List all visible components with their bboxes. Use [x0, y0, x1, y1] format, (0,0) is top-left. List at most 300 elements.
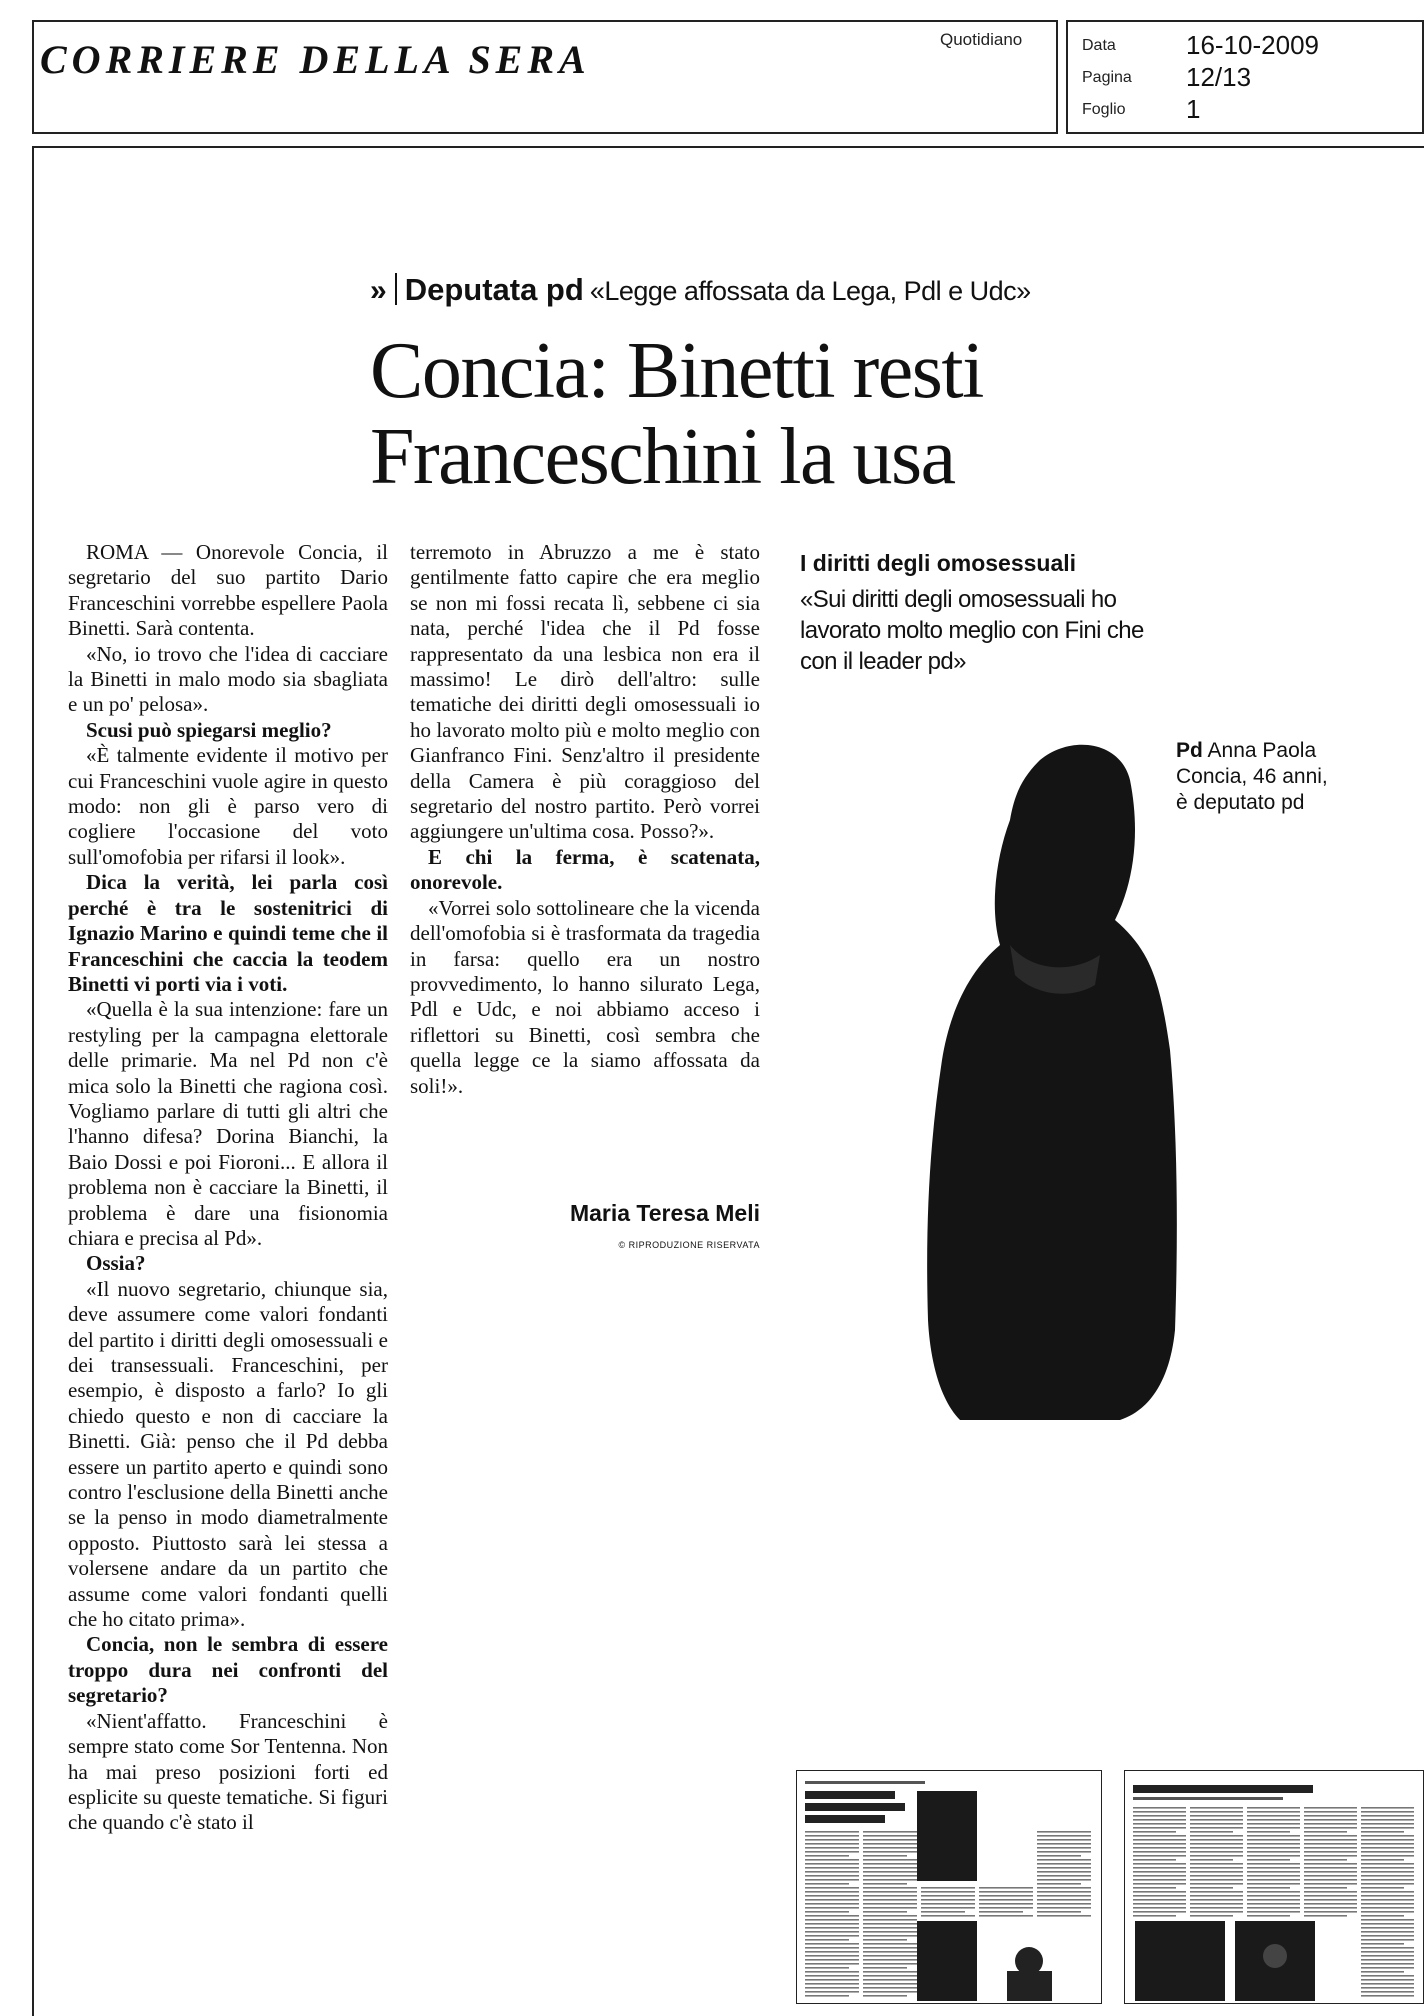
thumbnail-text-line [1190, 1875, 1243, 1877]
thumbnail-text-line [1361, 1979, 1414, 1981]
thumbnail-text-line [1361, 1843, 1414, 1845]
thumbnail-text-line [1247, 1835, 1300, 1837]
thumbnail-text-line [1190, 1811, 1243, 1813]
thumbnail-text-line [1361, 1947, 1414, 1949]
thumbnail-text-line [1304, 1875, 1357, 1877]
thumbnail-text-line [1304, 1895, 1357, 1897]
thumbnail-text-line [1190, 1807, 1243, 1809]
thumbnail-text-line [1133, 1843, 1186, 1845]
thumbnail-text-line [1361, 1807, 1414, 1809]
thumbnail-text-line [805, 1991, 859, 1993]
thumbnail-text-line [805, 1967, 849, 1969]
thumbnail-text-line [1190, 1847, 1243, 1849]
thumbnail-text-line [1304, 1879, 1357, 1881]
thumbnail-text-line [1361, 1963, 1414, 1965]
thumbnail-text-line [1037, 1839, 1091, 1841]
thumbnail-text-line [805, 1959, 859, 1961]
thumbnail-text-line [1361, 1835, 1414, 1837]
thumbnail-text-line [1361, 1907, 1414, 1909]
thumbnail-text-line [1190, 1843, 1243, 1845]
thumbnail-text-line [863, 1863, 917, 1865]
thumbnail-text-line [805, 1919, 859, 1921]
thumbnail-text-line [1361, 1903, 1414, 1905]
thumbnail-text-line [863, 1943, 917, 1945]
thumbnail-text-line [1247, 1823, 1300, 1825]
interview-question: Ossia? [86, 1251, 146, 1276]
thumbnail-text-line [1247, 1827, 1300, 1829]
interview-answer: «Nient'affatto. Franceschini è sempre stato come Sor Tentenna. Non ha mai preso posizioni forti ed esplicite su queste tematiche. Si figuri che quando c'è stato il [68, 1708, 388, 1835]
meta-sheet [1082, 94, 1200, 125]
thumbnail-text-line [979, 1899, 1033, 1901]
thumbnail-text-line [1304, 1831, 1347, 1833]
thumbnail-text-line [921, 1911, 965, 1913]
thumbnail-text-line [805, 1839, 859, 1841]
interview-answer: «Quella è la sua intenzione: fare un restyling per la campagna elettorale delle primarie. Ma nel Pd non c'è mica solo la Binetti che ragiona così. Vogliamo parlare di tutti gli altri che l'hanno difesa? Dorina Bianchi, la Baio Dossi e poi Fioroni... E allora il problema non è cacciare la Binetti, il problema è dare una fisionomia chiara e precisa al Pd». [68, 997, 388, 1250]
thumbnail-text-line [1190, 1819, 1243, 1821]
thumbnail-text-line [805, 1899, 859, 1901]
thumbnail-text-line [1361, 1995, 1414, 1997]
thumbnail-text-line [1361, 1967, 1414, 1969]
thumbnail-text-line [805, 1907, 859, 1909]
interview-question: Dica la verità, lei parla così perché è tra le sostenitrici di Ignazio Marino e quindi teme che il Franceschini che caccia la teodem Binetti vi porti via i voti. [68, 870, 388, 996]
thumbnail-text-line [1361, 1959, 1414, 1961]
masthead: CORRIERE DELLA SERA [40, 37, 591, 82]
thumbnail-text-line [805, 1987, 859, 1989]
thumbnail-text-line [1304, 1915, 1347, 1917]
thumbnail-text-line [1361, 1983, 1414, 1985]
thumbnail-text-line [805, 1931, 859, 1933]
thumbnail-text-line [805, 1923, 859, 1925]
thumbnail-text-line [1190, 1823, 1243, 1825]
thumbnail-text-line [1361, 1883, 1414, 1885]
thumbnail-text-line [1133, 1911, 1186, 1913]
thumbnail-text-line [1247, 1811, 1300, 1813]
thumbnail-text-line [1037, 1851, 1091, 1853]
thumbnail-text-line [1361, 1899, 1414, 1901]
thumbnail-text-line [1133, 1867, 1186, 1869]
thumbnail-text-line [863, 1931, 917, 1933]
thumbnail-text-line [1247, 1903, 1300, 1905]
thumbnail-text-line [805, 1915, 859, 1917]
headline-line-1: Concia: Binetti resti [370, 327, 983, 415]
sidebar-title: I diritti degli omosessuali [800, 550, 1077, 576]
thumbnail-text-line [805, 1883, 849, 1885]
thumbnail-text-line [805, 1859, 859, 1861]
thumbnail-text-line [1247, 1859, 1290, 1861]
thumbnail-text-line [863, 1879, 917, 1881]
thumbnail-text-line [1361, 1879, 1414, 1881]
headline-line-2: Franceschini la usa [370, 413, 955, 501]
thumbnail-text-line [1037, 1847, 1091, 1849]
thumbnail-text-line [1304, 1855, 1357, 1857]
thumbnail-text-line [1037, 1843, 1091, 1845]
page-thumbnail-12 [796, 1770, 1102, 2004]
portrait-photo [920, 720, 1180, 1420]
thumbnail-text-line [1133, 1819, 1186, 1821]
thumbnail-text-line [921, 1907, 975, 1909]
thumbnail-text-line [1037, 1911, 1081, 1913]
thumbnail-text-line [1037, 1879, 1091, 1881]
thumbnail-text-line [1304, 1871, 1357, 1873]
thumbnail-text-line [921, 1895, 975, 1897]
interview-question: Scusi può spiegarsi meglio? [86, 717, 332, 742]
thumbnail-text-line [1361, 1851, 1414, 1853]
thumbnail-text-line [805, 1831, 859, 1833]
thumbnail-text-line [1247, 1843, 1300, 1845]
thumbnail-text-line [805, 1891, 859, 1893]
thumbnail-text-line [805, 1943, 859, 1945]
thumbnail-text-line [863, 1911, 907, 1913]
thumbnail-text-line [1247, 1839, 1300, 1841]
thumbnail-text-line [1361, 1859, 1404, 1861]
thumbnail-text-line [1361, 1911, 1414, 1913]
thumbnail-text-line [1304, 1843, 1357, 1845]
thumbnail-text-line [1247, 1907, 1300, 1909]
thumbnail-text-line [979, 1891, 1033, 1893]
thumbnail-text-line [1133, 1851, 1186, 1853]
thumbnail-text-line [921, 1915, 975, 1917]
thumbnail-text-line [1247, 1871, 1300, 1873]
thumbnail-text-line [979, 1903, 1033, 1905]
thumbnail-text-line [863, 1903, 917, 1905]
thumbnail-text-line [1304, 1883, 1357, 1885]
photo-caption-lead: Pd [1176, 739, 1203, 762]
thumbnail-text-line [863, 1835, 917, 1837]
thumbnail-text-line [1037, 1859, 1091, 1861]
thumbnail-text-line [921, 1903, 975, 1905]
thumbnail-text-line [1037, 1899, 1091, 1901]
thumbnail-text-line [805, 1879, 859, 1881]
thumbnail-text-line [1133, 1879, 1186, 1881]
thumbnail-text-line [1361, 1855, 1414, 1857]
thumbnail-text-line [1304, 1891, 1357, 1893]
thumbnail-text-line [1247, 1899, 1300, 1901]
interview-answer: «No, io trovo che l'idea di cacciare la Binetti in malo modo sia sbagliata e un po' pelosa». [68, 641, 388, 717]
thumbnail-text-line [979, 1915, 1033, 1917]
meta-box [1066, 20, 1424, 134]
thumbnail-text-line [1361, 1951, 1414, 1953]
thumbnail-text-line [805, 1963, 859, 1965]
thumbnail-text-line [863, 1843, 917, 1845]
headline [370, 328, 1130, 500]
thumbnail-text-line [1133, 1847, 1186, 1849]
thumbnail-text-line [1304, 1827, 1357, 1829]
thumbnail-text-line [1133, 1863, 1186, 1865]
thumbnail-text-line [1361, 1919, 1414, 1921]
interview-answer: «Vorrei solo sottolineare che la vicenda dell'omofobia si è trasformata da tragedia in farsa: quello era un nostro provvedimento, lo hanno silurato Lega, Pdl e Udc, e noi abbiamo acceso i riflettori su Binetti, così sembra che quella legge ce la siamo affossata da soli!». [410, 895, 760, 1098]
thumbnail-text-line [979, 1907, 1033, 1909]
page-thumbnail-13 [1124, 1770, 1424, 2004]
thumbnail-text-line [979, 1887, 1033, 1889]
thumbnail-text-line [1361, 1823, 1414, 1825]
thumbnail-text-line [1247, 1863, 1300, 1865]
thumbnail-text-line [1304, 1907, 1357, 1909]
copyright-notice: © RIPRODUZIONE RISERVATA [618, 1240, 760, 1250]
thumbnail-text-line [1361, 1827, 1414, 1829]
thumbnail-text-line [805, 1835, 859, 1837]
thumbnail-text-line [863, 1883, 907, 1885]
thumbnail-text-line [1247, 1867, 1300, 1869]
thumbnail-text-line [1190, 1859, 1233, 1861]
thumbnail-text-line [1361, 1871, 1414, 1873]
thumbnail-text-line [863, 1891, 917, 1893]
thumbnail-text-line [805, 1855, 849, 1857]
meta-sheet-value: 1 [1186, 94, 1201, 124]
thumbnail-text-line [1190, 1915, 1233, 1917]
thumbnail-text-line [1133, 1831, 1176, 1833]
thumbnail-text-line [805, 1911, 849, 1913]
thumbnail-text-line [1190, 1899, 1243, 1901]
thumbnail-text-line [863, 1831, 917, 1833]
meta-date-label: Data [1082, 36, 1116, 54]
thumbnail-text-line [1247, 1807, 1300, 1809]
kicker-arrows-icon: » [370, 274, 385, 307]
thumbnail-text-line [1247, 1855, 1300, 1857]
thumbnail-text-line [863, 1875, 917, 1877]
thumbnail-text-line [1037, 1867, 1091, 1869]
thumbnail-text-line [1037, 1907, 1091, 1909]
thumbnail-text-line [1037, 1871, 1091, 1873]
kicker [370, 272, 1031, 308]
thumbnail-text-line [1037, 1891, 1091, 1893]
thumbnail-text-line [805, 1887, 859, 1889]
thumbnail-text-line [1304, 1819, 1357, 1821]
thumbnail-text-line [1247, 1895, 1300, 1897]
thumbnail-text-line [1361, 1887, 1404, 1889]
interview-answer: «È talmente evidente il motivo per cui Franceschini vuole agire in questo modo: non gli è parso vero di cogliere l'occasione del voto sull'omofobia per rifarsi il look». [68, 743, 388, 869]
kicker-subtitle: «Legge affossata da Lega, Pdl e Udc» [589, 276, 1031, 306]
article-column-2 [410, 540, 760, 1099]
thumbnail-text-line [1190, 1851, 1243, 1853]
thumbnail-text-line [1361, 1971, 1404, 1973]
thumbnail-text-line [1247, 1891, 1300, 1893]
thumbnail-text-line [1304, 1851, 1357, 1853]
thumbnail-text-line [805, 1847, 859, 1849]
thumbnail-text-line [1304, 1815, 1357, 1817]
thumbnail-text-line [1247, 1875, 1300, 1877]
meta-page-value: 12/13 [1186, 62, 1252, 92]
thumbnail-text-line [1304, 1839, 1357, 1841]
thumbnail-text-line [1361, 1943, 1404, 1945]
thumbnail-text-line [1304, 1887, 1347, 1889]
thumbnail-text-line [1190, 1835, 1243, 1837]
thumbnail-text-line [1361, 1891, 1414, 1893]
thumbnail-text-line [863, 1955, 917, 1957]
thumbnail-text-line [1361, 1987, 1414, 1989]
thumbnail-text-line [863, 1995, 907, 1997]
meta-date [1082, 30, 1319, 61]
thumbnail-text-line [805, 1895, 859, 1897]
thumbnail-text-line [1190, 1863, 1243, 1865]
thumbnail-text-line [1037, 1855, 1081, 1857]
thumbnail-text-line [1361, 1867, 1414, 1869]
kicker-divider [395, 273, 397, 305]
thumbnail-text-line [863, 1919, 917, 1921]
thumbnail-text-line [1190, 1911, 1243, 1913]
thumbnail-text-line [1133, 1895, 1186, 1897]
thumbnail-text-line [805, 1979, 859, 1981]
thumbnail-text-line [805, 1975, 859, 1977]
thumbnail-text-line [863, 1987, 917, 1989]
thumbnail-text-line [805, 1903, 859, 1905]
thumbnail-text-line [1361, 1991, 1414, 1993]
thumbnail-text-line [1190, 1867, 1243, 1869]
interview-answer: terremoto in Abruzzo a me è stato gentilmente fatto capire che era meglio se non mi fossi recata lì, sebbene ci sia nata, perché l'idea che il Pd fosse rappresentato da una lesbica non era il massimo! Le dirò dell'altro: sulle tematiche dei diritti degli omosessuali io ho lavorato molto più e molto meglio con Gianfranco Fini. Senz'altro il presidente della Camera è più coraggioso del segretario del nostro partito. Però vorrei aggiungere un'ultima cosa. Posso?». [410, 540, 760, 844]
thumbnail-text-line [863, 1967, 907, 1969]
thumbnail-text-line [1304, 1899, 1357, 1901]
thumbnail-text-line [1361, 1839, 1414, 1841]
thumbnail-text-line [863, 1923, 917, 1925]
thumbnail-text-line [805, 1851, 859, 1853]
thumbnail-text-line [1133, 1887, 1176, 1889]
thumbnail-text-line [1133, 1839, 1186, 1841]
page-thumbnail-13-graphic [1125, 1771, 1423, 2003]
thumbnail-text-line [1190, 1831, 1233, 1833]
interview-answer: «Il nuovo segretario, chiunque sia, deve assumere come valori fondanti del partito i diritti degli omosessuali e dei transessuali. Franceschini, per esempio, è disposto a farlo? Io gli chiedo questo e non di cacciare la Binetti. Già: penso che il Pd debba essere un partito aperto e quindi sono contro l'esclusione della Binetti anche se la penso in modo diametralmente opposto. Piuttosto sarà lei stessa a volersene andare da un partito che assume come valori fondanti quelli che ho citato prima». [68, 1276, 388, 1632]
thumbnail-text-line [1361, 1811, 1414, 1813]
thumbnail-text-line [1190, 1827, 1243, 1829]
thumbnail-text-line [1361, 1819, 1414, 1821]
thumbnail-text-line [1037, 1863, 1091, 1865]
thumbnail-text-line [863, 1839, 917, 1841]
thumbnail-text-line [805, 1939, 849, 1941]
thumbnail-text-line [863, 1979, 917, 1981]
thumbnail-text-line [863, 1991, 917, 1993]
thumbnail-text-line [863, 1851, 917, 1853]
thumbnail-text-line [979, 1895, 1033, 1897]
thumbnail-text-line [1190, 1883, 1243, 1885]
thumbnail-text-line [1190, 1895, 1243, 1897]
thumbnail-text-line [863, 1951, 917, 1953]
thumbnail-text-line [1304, 1867, 1357, 1869]
thumbnail-text-line [1133, 1883, 1186, 1885]
thumbnail-text-line [805, 1863, 859, 1865]
interview-question: Concia, non le sembra di essere troppo dura nei confronti del segretario? [68, 1632, 388, 1708]
photo-caption-text: Anna Paola Concia, 46 anni, è deputato pd [1176, 739, 1328, 814]
thumbnail-text-line [863, 1983, 917, 1985]
photo-caption [1176, 738, 1336, 816]
thumbnail-text-line [805, 1867, 859, 1869]
thumbnail-text-line [921, 1891, 975, 1893]
thumbnail-text-line [1037, 1895, 1091, 1897]
thumbnail-text-line [1361, 1875, 1414, 1877]
thumbnail-text-line [979, 1911, 1023, 1913]
thumbnail-text-line [1037, 1883, 1081, 1885]
thumbnail-text-line [1133, 1903, 1186, 1905]
thumbnail-text-line [1304, 1847, 1357, 1849]
thumbnail-text-line [1037, 1887, 1091, 1889]
thumbnail-text-line [921, 1899, 975, 1901]
thumbnail-text-line [1304, 1903, 1357, 1905]
thumbnail-text-line [863, 1959, 917, 1961]
article-column-1 [68, 540, 388, 1836]
thumbnail-text-line [805, 1875, 859, 1877]
thumbnail-text-line [1247, 1887, 1290, 1889]
thumbnail-text-line [863, 1847, 917, 1849]
thumbnail-text-line [1133, 1835, 1186, 1837]
thumbnail-text-line [1247, 1819, 1300, 1821]
thumbnail-text-line [805, 1935, 859, 1937]
thumbnail-text-line [1247, 1847, 1300, 1849]
thumbnail-text-line [1304, 1911, 1357, 1913]
thumbnail-text-line [1361, 1931, 1414, 1933]
thumbnail-text-line [1037, 1835, 1091, 1837]
page-thumbnail-12-graphic [797, 1771, 1101, 2003]
thumbnail-text-line [805, 1971, 859, 1973]
thumbnail-text-line [1304, 1859, 1347, 1861]
thumbnail-text-line [921, 1887, 975, 1889]
thumbnail-text-line [805, 1983, 859, 1985]
thumbnail-text-line [1190, 1887, 1233, 1889]
thumbnail-text-line [1361, 1923, 1414, 1925]
thumbnail-text-line [1247, 1851, 1300, 1853]
thumbnail-text-line [1037, 1915, 1091, 1917]
thumbnail-text-line [1361, 1927, 1414, 1929]
thumbnail-text-line [1190, 1891, 1243, 1893]
thumbnail-text-line [805, 1871, 859, 1873]
interview-question: E chi la ferma, è scatenata, onorevole. [410, 844, 760, 895]
thumbnail-text-line [1190, 1815, 1243, 1817]
thumbnail-text-line [1304, 1807, 1357, 1809]
meta-page [1082, 62, 1251, 93]
thumbnail-text-line [1133, 1807, 1186, 1809]
thumbnail-text-line [1247, 1831, 1290, 1833]
thumbnail-text-line [1133, 1811, 1186, 1813]
thumbnail-text-line [1133, 1907, 1186, 1909]
thumbnail-text-line [1190, 1871, 1243, 1873]
thumbnail-text-line [1361, 1831, 1404, 1833]
thumbnail-text-line [863, 1899, 917, 1901]
thumbnail-text-line [1361, 1895, 1414, 1897]
thumbnail-text-line [1304, 1835, 1357, 1837]
thumbnail-text-line [863, 1939, 907, 1941]
thumbnail-text-line [1133, 1871, 1186, 1873]
thumbnail-text-line [863, 1947, 917, 1949]
thumbnail-text-line [1361, 1975, 1414, 1977]
thumbnail-text-line [863, 1907, 917, 1909]
thumbnail-text-line [1361, 1847, 1414, 1849]
meta-date-value: 16-10-2009 [1186, 30, 1319, 60]
thumbnail-text-line [863, 1855, 907, 1857]
thumbnail-text-line [1133, 1859, 1176, 1861]
thumbnail-text-line [1190, 1903, 1243, 1905]
thumbnail-text-line [1361, 1939, 1414, 1941]
thumbnail-text-line [1133, 1815, 1186, 1817]
thumbnail-text-line [863, 1859, 917, 1861]
publication-type: Quotidiano [940, 30, 1023, 49]
meta-sheet-label: Foglio [1082, 100, 1126, 118]
thumbnail-text-line [1190, 1879, 1243, 1881]
thumbnail-text-line [1190, 1855, 1243, 1857]
thumbnail-text-line [863, 1915, 917, 1917]
thumbnail-text-line [1133, 1915, 1176, 1917]
thumbnail-text-line [1133, 1823, 1186, 1825]
thumbnail-text-line [1190, 1839, 1243, 1841]
thumbnail-text-line [1190, 1907, 1243, 1909]
thumbnail-text-line [863, 1871, 917, 1873]
thumbnail-text-line [1361, 1915, 1404, 1917]
thumbnail-text-line [863, 1971, 917, 1973]
thumbnail-text-line [1361, 1955, 1414, 1957]
thumbnail-text-line [863, 1975, 917, 1977]
thumbnail-text-line [1133, 1891, 1186, 1893]
thumbnail-text-line [863, 1963, 917, 1965]
interview-answer: ROMA — Onorevole Concia, il segretario del suo partito Dario Franceschini vorrebbe espellere Paola Binetti. Sarà contenta. [68, 540, 388, 641]
thumbnail-text-line [1133, 1827, 1186, 1829]
thumbnail-text-line [1037, 1903, 1091, 1905]
thumbnail-text-line [1304, 1823, 1357, 1825]
thumbnail-text-line [1247, 1915, 1290, 1917]
